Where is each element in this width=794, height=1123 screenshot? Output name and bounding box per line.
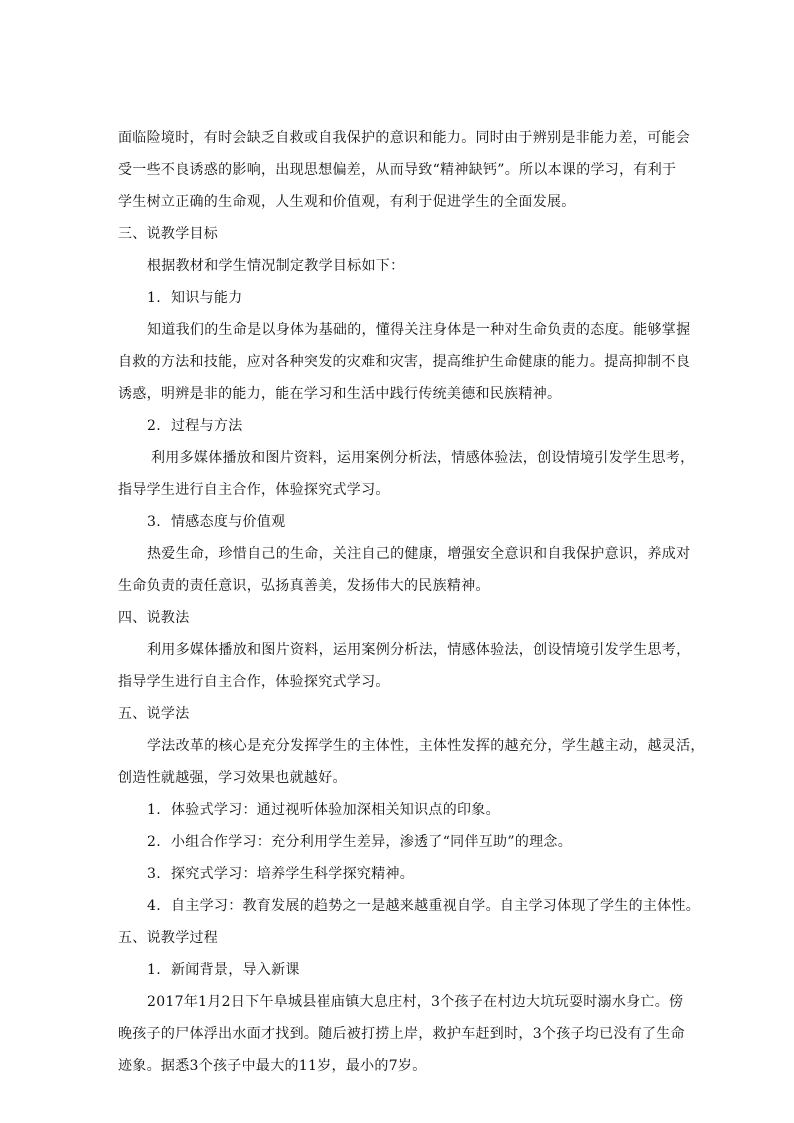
text-line: 学法改革的核心是充分发挥学生的主体性，主体性发挥的越充分，学生越主动，越灵活， bbox=[147, 738, 705, 754]
text-line: 热爱生命，珍惜自己的生命，关注自己的健康，增强安全意识和自我保护意识，养成对 bbox=[147, 546, 691, 562]
text-line: 指导学生进行自主合作，体验探究式学习。 bbox=[118, 482, 390, 498]
text-line: 指导学生进行自主合作，体验探究式学习。 bbox=[118, 674, 390, 690]
numbered-subheading bbox=[147, 960, 707, 980]
text-line: 迹象。据悉3个孩子中最大的11岁，最小的7岁。 bbox=[118, 1058, 427, 1074]
text-line: 诱惑，明辨是非的能力，能在学习和生活中践行传统美德和民族精神。 bbox=[118, 386, 562, 402]
text-line: 创造性就越强，学习效果也就越好。 bbox=[118, 770, 347, 786]
section-heading: 五、说学法 bbox=[118, 706, 190, 722]
section-heading: 三、说教学目标 bbox=[118, 226, 219, 242]
list-item bbox=[147, 832, 707, 852]
text-line: 面临险境时，有时会缺乏自救或自我保护的意识和能力。同时由于辨别是非能力差，可能会 bbox=[118, 130, 690, 146]
text-line: 生命负责的责任意识，弘扬真善美，发扬伟大的民族精神。 bbox=[118, 578, 490, 594]
text-line: 根据教材和学生情况制定教学目标如下： bbox=[147, 258, 405, 274]
section-heading: 四、说教法 bbox=[118, 610, 190, 626]
item-text: 新闻背景，导入新课 bbox=[171, 962, 300, 978]
item-number: 3. bbox=[147, 866, 161, 882]
text-line: 2017年1月2日下午阜城县崔庙镇大息庄村，3个孩子在村边大坑玩耍时溺水身亡。傍 bbox=[147, 994, 684, 1010]
item-text: 情感态度与价值观 bbox=[171, 514, 286, 530]
text-line: 自救的方法和技能，应对各种突发的灾难和灾害，提高维护生命健康的能力。提高抑制不良 bbox=[118, 354, 690, 370]
list-item bbox=[147, 800, 707, 820]
text-line: 受一些不良诱惑的影响，出现思想偏差，从而导致“精神缺钙”。所以本课的学习，有利于 bbox=[118, 162, 677, 178]
item-number: 4. bbox=[147, 898, 161, 914]
item-number: 1. bbox=[147, 802, 161, 818]
item-number: 2. bbox=[147, 418, 161, 434]
numbered-subheading bbox=[147, 512, 707, 532]
item-number: 1. bbox=[147, 962, 161, 978]
item-text: 体验式学习：通过视听体验加深相关知识点的印象。 bbox=[171, 802, 500, 818]
item-text: 小组合作学习：充分利用学生差异，渗透了“同伴互助”的理念。 bbox=[171, 834, 573, 850]
text-line: 知道我们的生命是以身体为基础的，懂得关注身体是一种对生命负责的态度。能够掌握 bbox=[147, 322, 691, 338]
text-line: 利用多媒体播放和图片资料，运用案例分析法，情感体验法，创设情境引发学生思考， bbox=[151, 450, 695, 466]
item-text: 知识与能力 bbox=[171, 290, 243, 306]
text-line: 晚孩子的尸体浮出水面才找到。随后被打捞上岸，救护车赶到时，3个孩子均已没有了生命 bbox=[118, 1026, 685, 1042]
item-number: 1. bbox=[147, 290, 161, 306]
item-text: 过程与方法 bbox=[171, 418, 243, 434]
numbered-subheading bbox=[147, 288, 707, 308]
item-number: 2. bbox=[147, 834, 161, 850]
list-item bbox=[147, 864, 707, 884]
section-heading: 五、说教学过程 bbox=[118, 930, 219, 946]
item-number: 3. bbox=[147, 514, 161, 530]
text-line: 学生树立正确的生命观，人生观和价值观，有利于促进学生的全面发展。 bbox=[118, 194, 576, 210]
list-item bbox=[147, 896, 707, 916]
text-line: 利用多媒体播放和图片资料，运用案例分析法，情感体验法，创设情境引发学生思考， bbox=[147, 642, 691, 658]
item-text: 探究式学习：培养学生科学探究精神。 bbox=[171, 866, 415, 882]
item-text: 自主学习：教育发展的趋势之一是越来越重视自学。自主学习体现了学生的主体性。 bbox=[171, 898, 701, 914]
numbered-subheading bbox=[147, 416, 707, 436]
